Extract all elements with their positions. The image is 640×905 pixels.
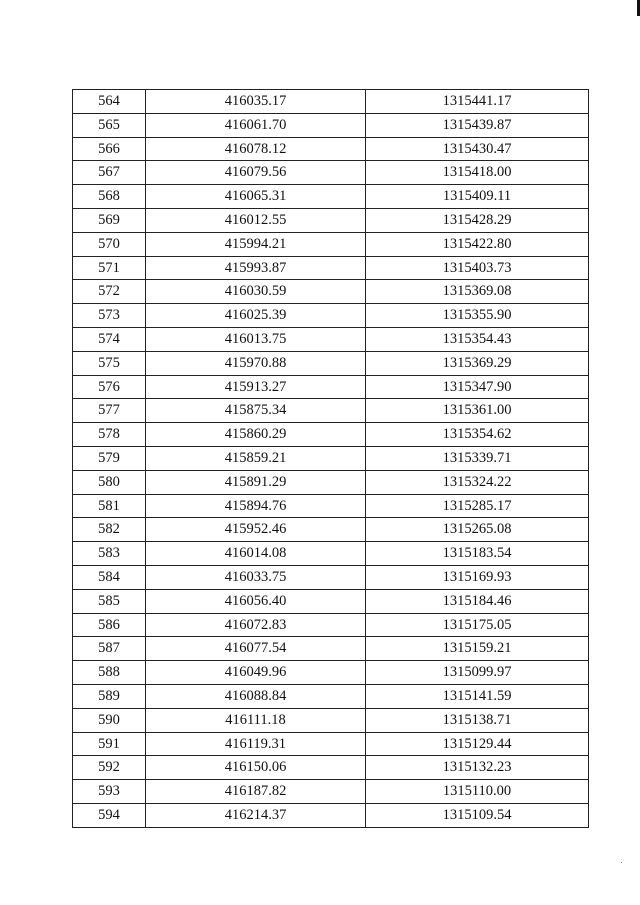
y-coordinate-cell: 1315129.44 — [366, 732, 589, 756]
y-coordinate-cell: 1315169.93 — [366, 565, 589, 589]
point-number-cell: 576 — [73, 375, 146, 399]
y-coordinate-cell: 1315141.59 — [366, 684, 589, 708]
x-coordinate-cell: 416077.54 — [146, 637, 366, 661]
y-coordinate-cell: 1315138.71 — [366, 708, 589, 732]
x-coordinate-cell: 415994.21 — [146, 232, 366, 256]
x-coordinate-cell: 416079.56 — [146, 161, 366, 185]
point-number-cell: 594 — [73, 803, 146, 827]
y-coordinate-cell: 1315099.97 — [366, 661, 589, 685]
point-number-cell: 583 — [73, 542, 146, 566]
point-number-cell: 564 — [73, 90, 146, 114]
x-coordinate-cell: 415891.29 — [146, 470, 366, 494]
point-number-cell: 581 — [73, 494, 146, 518]
x-coordinate-cell: 415860.29 — [146, 423, 366, 447]
table-row — [73, 351, 589, 375]
y-coordinate-cell: 1315354.43 — [366, 327, 589, 351]
y-coordinate-cell: 1315339.71 — [366, 446, 589, 470]
table-row — [73, 637, 589, 661]
point-number-cell: 567 — [73, 161, 146, 185]
y-coordinate-cell: 1315159.21 — [366, 637, 589, 661]
point-number-cell: 574 — [73, 327, 146, 351]
x-coordinate-cell: 415894.76 — [146, 494, 366, 518]
x-coordinate-cell: 416187.82 — [146, 780, 366, 804]
y-coordinate-cell: 1315418.00 — [366, 161, 589, 185]
y-coordinate-cell: 1315175.05 — [366, 613, 589, 637]
table-row — [73, 518, 589, 542]
point-number-cell: 573 — [73, 304, 146, 328]
point-number-cell: 568 — [73, 185, 146, 209]
x-coordinate-cell: 416049.96 — [146, 661, 366, 685]
coordinate-table-body — [73, 90, 589, 828]
y-coordinate-cell: 1315265.08 — [366, 518, 589, 542]
y-coordinate-cell: 1315428.29 — [366, 208, 589, 232]
table-row — [73, 208, 589, 232]
table-row — [73, 446, 589, 470]
x-coordinate-cell: 416214.37 — [146, 803, 366, 827]
x-coordinate-cell: 415859.21 — [146, 446, 366, 470]
table-row — [73, 113, 589, 137]
y-coordinate-cell: 1315110.00 — [366, 780, 589, 804]
table-row — [73, 661, 589, 685]
y-coordinate-cell: 1315347.90 — [366, 375, 589, 399]
x-coordinate-cell: 416035.17 — [146, 90, 366, 114]
table-row — [73, 232, 589, 256]
point-number-cell: 584 — [73, 565, 146, 589]
x-coordinate-cell: 416150.06 — [146, 756, 366, 780]
point-number-cell: 586 — [73, 613, 146, 637]
y-coordinate-cell: 1315369.08 — [366, 280, 589, 304]
y-coordinate-cell: 1315409.11 — [366, 185, 589, 209]
x-coordinate-cell: 416088.84 — [146, 684, 366, 708]
point-number-cell: 592 — [73, 756, 146, 780]
y-coordinate-cell: 1315355.90 — [366, 304, 589, 328]
point-number-cell: 565 — [73, 113, 146, 137]
y-coordinate-cell: 1315430.47 — [366, 137, 589, 161]
x-coordinate-cell: 416014.08 — [146, 542, 366, 566]
table-row — [73, 280, 589, 304]
table-row — [73, 304, 589, 328]
y-coordinate-cell: 1315183.54 — [366, 542, 589, 566]
table-row — [73, 708, 589, 732]
point-number-cell: 591 — [73, 732, 146, 756]
y-coordinate-cell: 1315132.23 — [366, 756, 589, 780]
table-row — [73, 494, 589, 518]
y-coordinate-cell: 1315184.46 — [366, 589, 589, 613]
table-row — [73, 732, 589, 756]
table-row — [73, 613, 589, 637]
x-coordinate-cell: 416065.31 — [146, 185, 366, 209]
y-coordinate-cell: 1315441.17 — [366, 90, 589, 114]
point-number-cell: 571 — [73, 256, 146, 280]
table-row — [73, 161, 589, 185]
point-number-cell: 593 — [73, 780, 146, 804]
point-number-cell: 589 — [73, 684, 146, 708]
point-number-cell: 588 — [73, 661, 146, 685]
x-coordinate-cell: 416025.39 — [146, 304, 366, 328]
point-number-cell: 569 — [73, 208, 146, 232]
table-row — [73, 327, 589, 351]
point-number-cell: 587 — [73, 637, 146, 661]
point-number-cell: 579 — [73, 446, 146, 470]
point-number-cell: 580 — [73, 470, 146, 494]
x-coordinate-cell: 416056.40 — [146, 589, 366, 613]
scan-speck — [621, 862, 622, 863]
table-row — [73, 90, 589, 114]
table-row — [73, 137, 589, 161]
table-row — [73, 756, 589, 780]
y-coordinate-cell: 1315324.22 — [366, 470, 589, 494]
y-coordinate-cell: 1315439.87 — [366, 113, 589, 137]
table-row — [73, 470, 589, 494]
table-row — [73, 399, 589, 423]
x-coordinate-cell: 416119.31 — [146, 732, 366, 756]
table-row — [73, 423, 589, 447]
point-number-cell: 566 — [73, 137, 146, 161]
y-coordinate-cell: 1315369.29 — [366, 351, 589, 375]
table-row — [73, 542, 589, 566]
table-row — [73, 375, 589, 399]
x-coordinate-cell: 416111.18 — [146, 708, 366, 732]
point-number-cell: 578 — [73, 423, 146, 447]
x-coordinate-cell: 416033.75 — [146, 565, 366, 589]
x-coordinate-cell: 415993.87 — [146, 256, 366, 280]
y-coordinate-cell: 1315354.62 — [366, 423, 589, 447]
x-coordinate-cell: 416061.70 — [146, 113, 366, 137]
x-coordinate-cell: 416013.75 — [146, 327, 366, 351]
point-number-cell: 570 — [73, 232, 146, 256]
point-number-cell: 575 — [73, 351, 146, 375]
table-row — [73, 589, 589, 613]
x-coordinate-cell: 416072.83 — [146, 613, 366, 637]
table-row — [73, 565, 589, 589]
x-coordinate-cell: 415913.27 — [146, 375, 366, 399]
table-row — [73, 185, 589, 209]
x-coordinate-cell: 416078.12 — [146, 137, 366, 161]
point-number-cell: 590 — [73, 708, 146, 732]
x-coordinate-cell: 415952.46 — [146, 518, 366, 542]
y-coordinate-cell: 1315109.54 — [366, 803, 589, 827]
y-coordinate-cell: 1315285.17 — [366, 494, 589, 518]
x-coordinate-cell: 415875.34 — [146, 399, 366, 423]
x-coordinate-cell: 416030.59 — [146, 280, 366, 304]
table-row — [73, 256, 589, 280]
table-row — [73, 684, 589, 708]
table-row — [73, 803, 589, 827]
table-row — [73, 780, 589, 804]
y-coordinate-cell: 1315361.00 — [366, 399, 589, 423]
x-coordinate-cell: 416012.55 — [146, 208, 366, 232]
x-coordinate-cell: 415970.88 — [146, 351, 366, 375]
point-number-cell: 577 — [73, 399, 146, 423]
point-number-cell: 572 — [73, 280, 146, 304]
coordinate-table — [72, 89, 589, 828]
point-number-cell: 582 — [73, 518, 146, 542]
y-coordinate-cell: 1315403.73 — [366, 256, 589, 280]
y-coordinate-cell: 1315422.80 — [366, 232, 589, 256]
point-number-cell: 585 — [73, 589, 146, 613]
